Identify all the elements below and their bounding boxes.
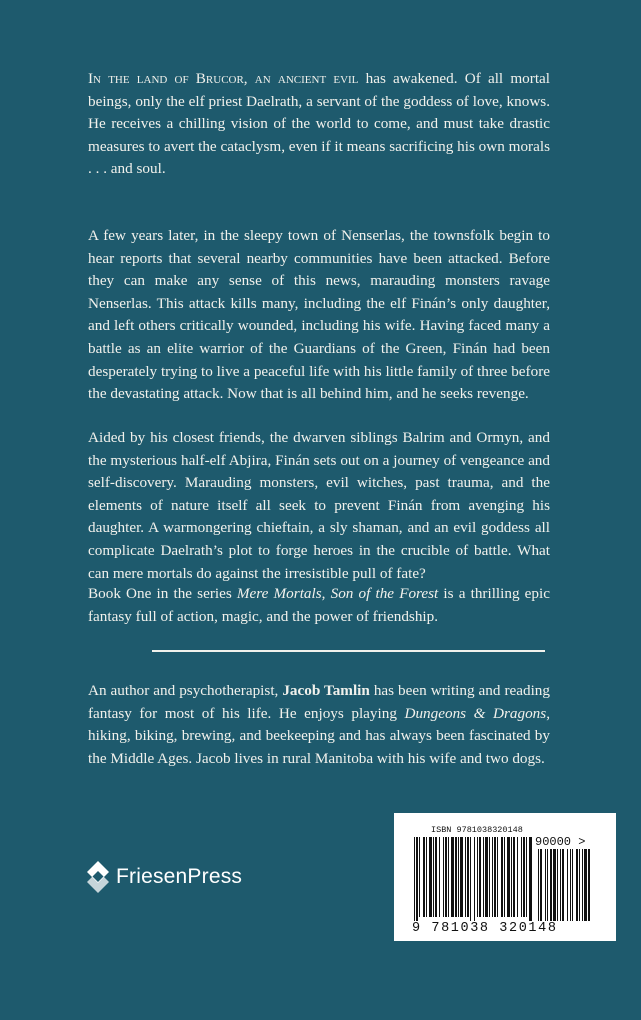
friesenpress-logo-icon [86,860,110,894]
barcode-bar [494,837,496,917]
barcode-bar [523,837,525,917]
game-title: Dungeons & Dragons [404,704,547,722]
barcode-addon-bar [540,849,542,921]
blurb-paragraph-1 [88,68,550,181]
barcode-addon-bar [557,849,558,921]
barcode-bar [435,837,437,917]
barcode-bar [445,837,447,917]
barcode-addon-bar [538,849,539,921]
publisher-logo [86,857,242,897]
book-title: Son of the Forest [330,585,439,602]
barcode-bar [474,837,475,921]
isbn-digits: 9 781038 320148 [412,921,558,936]
barcode-bar [501,837,503,917]
barcode-addon-bar [579,849,580,921]
barcode-bar [511,837,512,917]
blurb-paragraph-1-text: has awakened. Of all mortal beings, only the elf priest Daelrath, a servant of the goddess of love, knows. He receives a chilling vision of the world to come, and must take drastic measures to avert the cataclysm, even if it means sacrificing his own morals . . . and soul. [88,70,550,178]
bio-intro: An author and psychotherapist, [88,682,283,699]
section-divider [152,650,545,652]
blurb-paragraph-2 [88,225,550,406]
barcode-addon-bar [562,849,564,921]
barcode-bar [529,837,532,921]
barcode-bar [517,837,518,917]
barcode-bar [429,837,432,917]
barcode-addon-bar [584,849,587,921]
barcode-addon-bar [588,849,590,921]
barcode-bar [465,837,466,917]
barcode-bar [439,837,440,917]
bio-middle: has been writing and reading fantasy for most of his life. He enjoys playing [88,682,550,722]
barcode-bar [479,837,481,917]
publisher-name: FriesenPress [116,865,243,888]
barcode-bars [414,837,610,921]
barcode-bar [448,837,449,917]
opening-small-caps: In the land of Brucor, an ancient evil [88,70,359,87]
barcode-bar [521,837,522,917]
barcode-addon-bar [553,849,556,921]
series-name: Mere Mortals [236,585,322,602]
barcode-bar [477,837,478,917]
author-name: Jacob Tamlin [282,682,370,699]
barcode-addon-bar [576,849,578,921]
barcode-addon-bar [572,849,573,921]
barcode-addon-bar [570,849,571,921]
series-intro: Book One in the series [88,585,237,602]
barcode-addon-bar [567,849,568,921]
price-code: 90000 > [535,835,586,849]
barcode-bar [504,837,505,917]
isbn-label: ISBN 9781038320148 [431,825,523,835]
barcode-addon-bar [550,849,552,921]
barcode-bar [443,837,444,917]
barcode-bar [414,837,415,921]
barcode-addon-bar [547,849,548,921]
barcode-bar [455,837,457,917]
blurb-paragraph-3 [88,427,550,585]
isbn-barcode [394,813,616,941]
barcode-bar [513,837,515,917]
barcode-bar [497,837,498,917]
barcode-bar [416,837,418,921]
series-description: is a thrilling epic fantasy full of action, magic, and the power of friendship. [88,585,550,625]
barcode-bar [485,837,488,917]
barcode-bar [489,837,490,917]
barcode-addon-bar [545,849,546,921]
series-separator: , [321,585,331,602]
author-bio [88,680,550,770]
blurb-paragraph-3-text: Aided by his closest friends, the dwarven siblings Balrim and Ormyn, and the mysterious half-elf Abjira, Finán sets out on a journey of vengeance and self-discovery. Marauding monsters, evil witches, past trauma, and the elements of nature itself all seek to prevent Finán from avenging his daughter. A warmongering chieftain, a sly shaman, and an evil goddess all complicate Daelrath’s plot to forge heroes in the crucible of battle. What can mere mortals do against the irresistible pull of fate? [88,429,550,582]
barcode-bar [426,837,427,917]
barcode-bar [460,837,463,917]
barcode-addon-bar [560,849,561,921]
barcode-bar [483,837,484,917]
blurb-paragraph-2-text: A few years later, in the sleepy town of Nenserlas, the townsfolk begin to hear reports that several nearby communities have been attacked. Before they can make any sense of this news, marauding monsters ravage Nenserlas. This attack kills many, including the elf Finán’s only daughter, and left others critically wounded, including his wife. Having faced many a battle as an elite warrior of the Guardians of the Green, Finán had been desperately trying to live a peaceful life with his little family of three before the devastating attack. Now that is all behind him, and he seeks revenge. [88,227,550,403]
barcode-bar [526,837,527,917]
barcode-bar [507,837,510,917]
blurb-paragraph-4 [88,583,550,628]
barcode-bar [433,837,434,917]
barcode-bar [423,837,425,917]
barcode-bar [467,837,469,917]
barcode-addon-bar [582,849,583,921]
barcode-bar [451,837,454,917]
bio-end: , hiking, biking, brewing, and beekeeping and has always been fascinated by the Middle Ages. Jacob lives in rural Manitoba with his wife and two dogs. [88,704,550,767]
barcode-bar [419,837,420,917]
barcode-bar [458,837,459,917]
barcode-bar [470,837,471,921]
barcode-bar [492,837,493,917]
